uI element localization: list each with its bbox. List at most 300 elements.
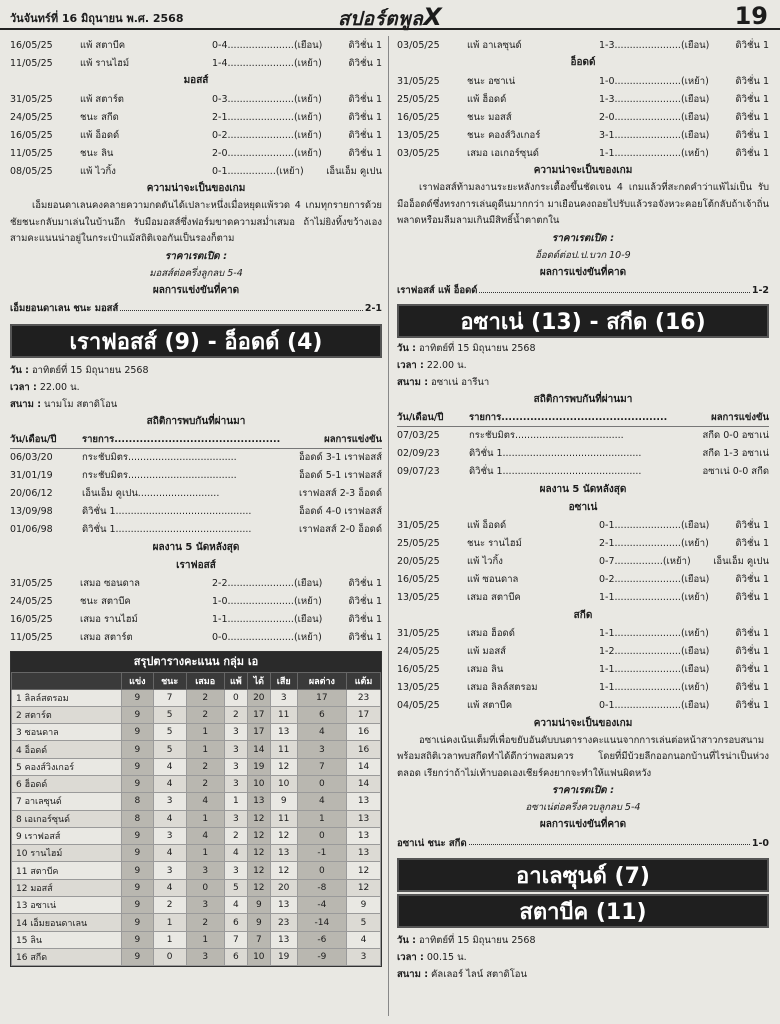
match-date: 11/05/25	[10, 147, 53, 159]
match-banner-2b: สตาบีค (11)	[397, 894, 769, 928]
h2h-row	[397, 427, 769, 445]
standings-cell: 0	[297, 862, 346, 879]
standings-cell: 7	[247, 931, 270, 948]
standings-grid	[11, 672, 381, 967]
match-day-2	[397, 932, 769, 949]
standings-team: 14 เอ็มยอนดาเลน	[12, 914, 122, 931]
standings-cell: 13	[270, 931, 297, 948]
match-date: 16/05/25	[397, 111, 440, 123]
match-date: 13/05/25	[397, 129, 440, 141]
h2h-result: อ็อดด์ 4-0 เราฟอสส์	[298, 506, 382, 517]
h2h-row	[10, 467, 382, 485]
match-date: 03/05/25	[397, 147, 440, 159]
match-date: 04/05/25	[397, 700, 440, 711]
match-row	[10, 629, 382, 647]
h2h-competition: ดิวิชั่น 1.............................................	[82, 524, 252, 535]
standings-team: 5 คองส์วิงเกอร์	[12, 758, 122, 775]
predict-text-2: อซาเน่ ชนะ สกีด	[397, 837, 467, 849]
match-row	[397, 108, 769, 126]
standings-cell: 9	[122, 845, 154, 862]
standings-cell: 0	[297, 827, 346, 844]
standings-team: 11 สตาบีค	[12, 862, 122, 879]
h2h-date: 09/07/23	[397, 466, 440, 477]
match-row	[10, 90, 382, 108]
match-score: 2-1......................(เหย้า)	[599, 538, 709, 549]
match-opponent: เสมอ ฮ็อดด์	[467, 628, 515, 639]
h2h-result: อ็อดด์ 5-1 เราฟอสส์	[298, 470, 382, 481]
h2h-competition: กระชับมิตร....................................	[82, 452, 237, 463]
standings-team: 13 อซาเน่	[12, 897, 122, 914]
standings-cell: 12	[347, 862, 381, 879]
form-team-a: อซาเน่	[568, 501, 598, 513]
match-score: 0-2......................(เหย้า)	[212, 129, 322, 141]
match-row	[397, 643, 769, 661]
match-competition: เอ็นเอ็ม คูเปน	[326, 165, 382, 177]
standings-cell: 9	[122, 758, 154, 775]
standings-cell: 11	[270, 706, 297, 723]
match-day-label-2: วัน :	[397, 935, 416, 946]
standings-cell: 0	[153, 948, 186, 965]
standings-cell: 4	[153, 879, 186, 896]
match-date: 31/05/25	[10, 578, 53, 589]
standings-cell: 12	[247, 810, 270, 827]
match-row	[397, 589, 769, 607]
standings-col-header: เสมอ	[186, 672, 224, 689]
match-date: 16/05/25	[10, 129, 53, 141]
standings-team: 6 ฮ็อดด์	[12, 775, 122, 792]
standings-cell: 8	[122, 793, 154, 810]
price-text: อ็อดด์ต่อป.ป.บวก 10-9	[535, 249, 631, 261]
standings-cell: 2	[186, 914, 224, 931]
standings-cell: 17	[297, 689, 346, 706]
match-opponent: เสมอ สตาบีค	[467, 592, 521, 603]
h2h-date: 31/01/19	[10, 470, 53, 481]
match-score: 1-1......................(เหย้า)	[599, 628, 709, 639]
h2h-rows	[397, 427, 769, 481]
form-rows	[10, 575, 382, 647]
standings-team: 12 มอสส์	[12, 879, 122, 896]
match-competition: ดิวิชั่น 1	[735, 592, 769, 603]
match-row	[397, 72, 769, 90]
match-row	[397, 36, 769, 54]
match-row	[397, 553, 769, 571]
standings-team: 16 สกีด	[12, 948, 122, 965]
standings-cell: 2	[224, 827, 247, 844]
match-score: 0-4......................(เยือน)	[212, 39, 323, 51]
standings-cell: 9	[122, 948, 154, 965]
match-date: 31/05/25	[397, 75, 440, 87]
standings-cell: 20	[247, 689, 270, 706]
standings-cell: 3	[186, 948, 224, 965]
match-score: 1-2......................(เยือน)	[599, 646, 710, 657]
standings-row	[12, 827, 381, 844]
match-row	[397, 697, 769, 715]
h2h-header	[10, 431, 382, 449]
match-score: 1-1......................(เยือน)	[599, 664, 710, 675]
h2h-date: 20/06/12	[10, 488, 53, 499]
standings-cell: 1	[186, 845, 224, 862]
standings-row	[12, 914, 381, 931]
match-day-value: อาทิตย์ที่ 15 มิถุนายน 2568	[31, 364, 149, 376]
h2h-competition: ดิวิชั่น 1..............................................	[469, 448, 642, 459]
standings-cell: -1	[297, 845, 346, 862]
standings-cell: 4	[153, 758, 186, 775]
match-row	[397, 661, 769, 679]
page-header	[0, 0, 780, 30]
h2h-result: อ็อดด์ 3-1 เราฟอสส์	[298, 452, 382, 463]
match-row	[10, 593, 382, 611]
h2h-row	[397, 445, 769, 463]
standings-cell: 9	[122, 775, 154, 792]
standings-cell: 12	[347, 879, 381, 896]
standings-cell: 13	[270, 845, 297, 862]
match-row	[397, 535, 769, 553]
standings-cell: 4	[153, 845, 186, 862]
standings-cell: 3	[224, 741, 247, 758]
match-time	[397, 357, 769, 374]
standings-row	[12, 689, 381, 706]
predict-score-2: 1-0	[751, 837, 769, 849]
match-score: 3-1......................(เยือน)	[599, 129, 710, 141]
standings-cell: 10	[247, 775, 270, 792]
h2h-row	[397, 463, 769, 481]
match-competition: ดิวิชั่น 1	[348, 147, 382, 159]
standings-cell: 11	[270, 810, 297, 827]
price-text: มอสส์ต่อครึ่งลูกลบ 5-4	[149, 267, 243, 279]
match-competition: ดิวิชั่น 1	[348, 93, 382, 105]
match-competition: ดิวิชั่น 1	[348, 111, 382, 123]
standings-cell: 13	[247, 793, 270, 810]
standings-cell: 7	[224, 931, 247, 948]
h2h-row	[10, 485, 382, 503]
left-column	[10, 36, 382, 967]
match-time-value-2: 00.15 น.	[426, 952, 467, 963]
standings-row	[12, 775, 381, 792]
standings-team: 8 เอเกอร์ซุนด์	[12, 810, 122, 827]
match-venue-value: อซาเน่ อารีนา	[431, 376, 490, 388]
predict-row	[397, 282, 769, 300]
match-date: 24/05/25	[10, 111, 53, 123]
standings-col-header: ผลต่าง	[297, 672, 346, 689]
predict-score: 1-2	[751, 285, 769, 296]
match-opponent: ชนะ อซาเน่	[467, 75, 516, 87]
match-competition: ดิวิชั่น 1	[735, 111, 769, 123]
standings-col-header: แต้ม	[347, 672, 381, 689]
standings-cell: 14	[347, 758, 381, 775]
standings-col-header: ได้	[247, 672, 270, 689]
leader-dots	[120, 303, 363, 311]
h2h-competition: กระชับมิตร....................................	[82, 470, 237, 481]
match-date: 16/05/25	[10, 39, 53, 51]
standings-cell: 3	[186, 862, 224, 879]
match-score: 0-3......................(เหย้า)	[212, 93, 322, 105]
match-score: 1-1......................(เหย้า)	[599, 592, 709, 603]
standings-cell: 3	[153, 862, 186, 879]
match-row	[10, 36, 382, 54]
match-row	[10, 108, 382, 126]
match-score: 0-1......................(เยือน)	[599, 700, 710, 711]
standings-cell: 6	[224, 914, 247, 931]
standings-row	[12, 862, 381, 879]
standings-cell: 2	[186, 689, 224, 706]
logo-text: สปอร์ตพูล	[338, 8, 424, 30]
match-venue-value-2: คัลเลอร์ ไลน์ สตาดิโอน	[431, 969, 527, 980]
match-opponent: แพ้ ซอนดาล	[467, 574, 519, 585]
standings-cell: 10	[270, 775, 297, 792]
predict-text: เอ็มยอนดาเลน ชนะ มอสส์	[10, 303, 119, 314]
match-competition: ดิวิชั่น 1	[348, 129, 382, 141]
standings-cell: 3	[153, 827, 186, 844]
match-day	[10, 362, 382, 379]
match-competition: ดิวิชั่น 1	[348, 614, 382, 625]
standings-cell: 14	[347, 775, 381, 792]
standings-cell: 1	[186, 741, 224, 758]
standings-cell: 4	[224, 845, 247, 862]
h2h-rows	[10, 449, 382, 539]
h2h-date: 13/09/98	[10, 506, 53, 517]
match-row	[397, 126, 769, 144]
match-competition: ดิวิชั่น 1	[348, 632, 382, 643]
match-row	[397, 571, 769, 589]
logo-x: X	[423, 3, 443, 31]
standings-cell: 3	[224, 810, 247, 827]
match-opponent: เสมอ ซอนดาล	[80, 578, 141, 589]
match-row	[10, 54, 382, 72]
match-opponent: แพ้ ฮ็อดด์	[467, 93, 507, 105]
match-competition: ดิวิชั่น 1	[735, 39, 769, 51]
column-divider	[388, 36, 389, 1016]
h2h-head-result: ผลการแข่งขัน	[711, 411, 769, 423]
match-competition: ดิวิชั่น 1	[348, 39, 382, 51]
match-opponent: แพ้ ไวกิ้ง	[467, 556, 503, 567]
chance-title: ความน่าจะเป็นของเกม	[146, 183, 246, 194]
standings-cell: 12	[247, 827, 270, 844]
match-date: 16/05/25	[397, 664, 440, 675]
standings-cell: 3	[186, 897, 224, 914]
h2h-row	[10, 521, 382, 539]
standings-cell: 12	[247, 845, 270, 862]
predict-title: ผลการแข่งขันที่คาด	[539, 266, 627, 278]
standings-cell: 11	[270, 741, 297, 758]
match-opponent: เสมอ รานไฮม์	[80, 614, 138, 625]
match-day-label: วัน :	[10, 364, 29, 376]
h2h-competition: กระชับมิตร....................................	[469, 430, 624, 441]
match-opponent: ชนะ รานไฮม์	[467, 538, 522, 549]
standings-cell: 2	[224, 706, 247, 723]
standings-cell: 9	[122, 931, 154, 948]
match-competition: ดิวิชั่น 1	[735, 628, 769, 639]
match-score: 1-3......................(เยือน)	[599, 93, 710, 105]
standings-cell: 4	[224, 897, 247, 914]
match-date: 16/05/25	[397, 574, 440, 585]
standings-cell: 2	[186, 775, 224, 792]
match-time-value: 22.00 น.	[39, 381, 80, 393]
chance-title: ความน่าจะเป็นของเกม	[533, 165, 633, 176]
match-date: 13/05/25	[397, 592, 440, 603]
h2h-date: 01/06/98	[10, 524, 53, 535]
form-rows-a	[397, 517, 769, 607]
match-day	[397, 340, 769, 357]
standings-cell: 9	[122, 706, 154, 723]
match-competition: ดิวิชั่น 1	[735, 93, 769, 105]
match-competition: ดิวิชั่น 1	[735, 700, 769, 711]
match-row	[10, 126, 382, 144]
standings-col-header: แพ้	[224, 672, 247, 689]
standings-cell: 12	[247, 862, 270, 879]
standings-cell: 0	[297, 775, 346, 792]
standings-team: 7 อาเลซุนด์	[12, 793, 122, 810]
standings-cell: 6	[297, 706, 346, 723]
match-competition: ดิวิชั่น 1	[735, 664, 769, 675]
standings-cell: 9	[122, 689, 154, 706]
standings-cell: 3	[224, 775, 247, 792]
standings-cell: 4	[347, 931, 381, 948]
match-score: 1-4......................(เหย้า)	[212, 57, 322, 69]
h2h-competition: เอ็นเอ็ม คูเปน...........................	[82, 488, 220, 499]
standings-table	[10, 651, 382, 968]
standings-row	[12, 845, 381, 862]
standings-title: สรุปตารางคะแนน กลุ่ม เอ	[11, 652, 381, 672]
match-time-value: 22.00 น.	[426, 359, 467, 371]
price-title-2: ราคาเรตเปิด :	[551, 785, 615, 796]
match-venue	[397, 374, 769, 391]
standings-row	[12, 810, 381, 827]
match-competition: ดิวิชั่น 1	[735, 538, 769, 549]
leader-dots	[479, 285, 749, 293]
standings-cell: 13	[270, 724, 297, 741]
h2h-result: เราฟอสส์ 2-0 อ็อดด์	[298, 524, 382, 535]
standings-cell: 2	[186, 758, 224, 775]
h2h-date: 06/03/20	[10, 452, 53, 463]
standings-cell: 13	[347, 827, 381, 844]
standings-cell: 1	[186, 724, 224, 741]
left-top-rows	[10, 36, 382, 72]
match-opponent: แพ้ ไวกิ้ง	[80, 165, 116, 177]
standings-team: 2 สตาร์ต	[12, 706, 122, 723]
standings-row	[12, 948, 381, 965]
match-score: 0-2......................(เยือน)	[599, 574, 710, 585]
standings-cell: 3	[224, 758, 247, 775]
standings-cell: 5	[153, 706, 186, 723]
standings-cell: 9	[122, 862, 154, 879]
standings-row	[12, 793, 381, 810]
predict-text: เราฟอสส์ แพ้ อ็อดด์	[397, 285, 478, 296]
match-competition: เอ็นเอ็ม คูเปน	[713, 556, 769, 567]
form-title: ผลงาน 5 นัดหลังสุด	[539, 483, 627, 495]
standings-cell: 2	[186, 706, 224, 723]
standings-cell: -4	[297, 897, 346, 914]
standings-cell: 14	[247, 741, 270, 758]
chance-title-2: ความน่าจะเป็นของเกม	[533, 717, 633, 729]
match-day-value-2: อาทิตย์ที่ 15 มิถุนายน 2568	[418, 935, 536, 946]
right-column	[397, 36, 769, 983]
match-score: 2-0......................(เยือน)	[599, 111, 710, 123]
standings-cell: 20	[270, 879, 297, 896]
standings-cell: 13	[347, 793, 381, 810]
standings-cell: 4	[153, 810, 186, 827]
match-score: 2-2......................(เยือน)	[212, 578, 323, 589]
match-date: 20/05/25	[397, 556, 440, 567]
match-score: 1-1......................(เยือน)	[212, 614, 323, 625]
match-venue-label: สนาม :	[10, 398, 41, 410]
standings-row	[12, 931, 381, 948]
h2h-title: สถิติการพบกันที่ผ่านมา	[533, 393, 633, 405]
match-opponent: ชนะ มอสส์	[467, 111, 512, 123]
chance-text: เอ็มยอนดาเลนคงคลายความกดดันได้เปลาะหนึ่งเมื่อหยุดแพ้รวด 4 เกมทุกรายการด้วยชัยชนะกลับมาเล่นในบ้านอีก รับมือมอสส์ซึ่งฟอร์มขาดความสม่ำเสมอ ถ้าไม่ยิงทิ้งขว้างเองสามคะแนนน่าอยู่ในกระเป๋าแม้สถิติเจอกันเป็นรองก็ตาม	[10, 200, 382, 244]
standings-cell: 3	[224, 724, 247, 741]
standings-cell: 7	[153, 689, 186, 706]
standings-cell: 23	[270, 914, 297, 931]
match-opponent: แพ้ สตาบีค	[467, 700, 513, 711]
match-banner: อซาเน่ (13) - สกีด (16)	[397, 304, 769, 338]
match-row	[10, 575, 382, 593]
match-date: 31/05/25	[397, 520, 440, 531]
standings-cell: -9	[297, 948, 346, 965]
standings-cell: 5	[153, 741, 186, 758]
standings-col-header	[12, 672, 122, 689]
moss-form-rows	[10, 90, 382, 180]
standings-cell: 9	[122, 741, 154, 758]
match-opponent: ชนะ คองส์วิงเกอร์	[467, 129, 541, 141]
match-time	[10, 379, 382, 396]
standings-row	[12, 741, 381, 758]
standings-cell: 9	[247, 897, 270, 914]
match-row	[10, 144, 382, 162]
standings-cell: 0	[224, 689, 247, 706]
h2h-result: เราฟอสส์ 2-3 อ็อดด์	[298, 488, 382, 499]
standings-cell: 4	[297, 724, 346, 741]
form-team-b: สกีด	[573, 609, 593, 621]
form-team: เราฟอสส์	[176, 559, 216, 571]
match-date: 11/05/25	[10, 632, 53, 643]
standings-team: 9 เราฟอสส์	[12, 827, 122, 844]
standings-cell: 17	[347, 706, 381, 723]
standings-cell: 1	[153, 914, 186, 931]
match-opponent: แพ้ สตาบีค	[80, 39, 126, 51]
standings-body	[12, 689, 381, 966]
standings-team: 4 อ็อดด์	[12, 741, 122, 758]
page-number: 19	[734, 2, 768, 30]
predict-row	[10, 300, 382, 318]
h2h-result: สกีด 0-0 อซาเน่	[702, 430, 769, 441]
match-time-2	[397, 949, 769, 966]
h2h-date: 02/09/23	[397, 448, 440, 459]
h2h-competition: ดิวิชั่น 1.............................................	[82, 506, 252, 517]
standings-cell: 0	[186, 879, 224, 896]
match-score: 0-0......................(เหย้า)	[212, 632, 322, 643]
standings-cell: 12	[247, 879, 270, 896]
match-score: 1-0......................(เหย้า)	[212, 596, 322, 607]
match-competition: ดิวิชั่น 1	[348, 578, 382, 589]
h2h-head-comp: รายการ..............................................	[469, 411, 668, 423]
match-date: 31/05/25	[397, 628, 440, 639]
match-competition: ดิวิชั่น 1	[735, 682, 769, 693]
match-date: 03/05/25	[397, 39, 440, 51]
match-venue-label-2: สนาม :	[397, 969, 428, 980]
standings-cell: 7	[297, 758, 346, 775]
predict-score: 2-1	[364, 303, 382, 314]
standings-cell: 12	[270, 827, 297, 844]
form-title: ผลงาน 5 นัดหลังสุด	[152, 541, 240, 553]
form-rows-b	[397, 625, 769, 715]
h2h-result: สกีด 1-3 อซาเน่	[702, 448, 769, 459]
match-time-label: เวลา :	[10, 381, 37, 393]
match-banner-2a: อาเลซุนด์ (7)	[397, 858, 769, 892]
match-row	[397, 517, 769, 535]
match-date: 24/05/25	[397, 646, 440, 657]
standings-row	[12, 706, 381, 723]
match-date: 16/05/25	[10, 614, 53, 625]
